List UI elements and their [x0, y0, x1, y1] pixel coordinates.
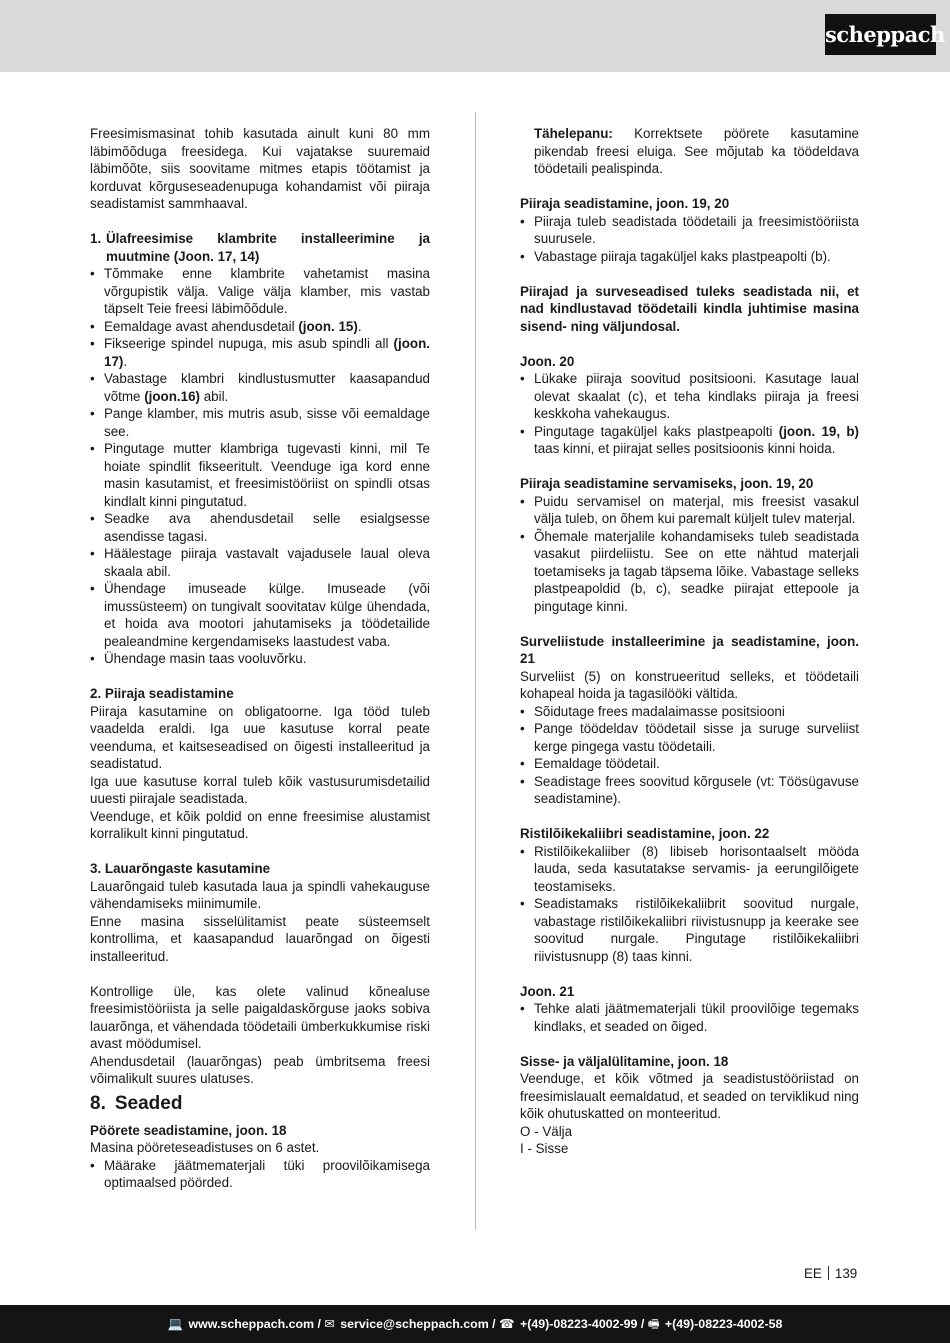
list-item: • Seadistage frees soovitud kõrgusele (vt: Töösügavuse seadistamine). [520, 773, 859, 808]
section-1-number: 1. [90, 231, 102, 246]
switch-off-label: O - Välja [520, 1123, 573, 1139]
list-item: • Eemaldage avast ahendusdetail (joon. 15). [90, 318, 430, 336]
footer-email: service@scheppach.com / [340, 1317, 496, 1331]
language-code: EE [804, 1266, 822, 1281]
section-2-heading: 2. Piiraja seadistamine [90, 686, 234, 701]
fig21-heading: Joon. 21 [520, 983, 575, 999]
header-bar [0, 0, 950, 72]
page-number-separator [828, 1266, 829, 1280]
onoff-heading: Sisse- ja väljalülitamine, joon. 18 [520, 1053, 729, 1069]
page-number-value: 139 [834, 1266, 858, 1281]
list-item: • Määrake jäätmematerjali tüki proovilõikamisega optimaalsed pöörded. [90, 1157, 430, 1192]
list-item: • Seadistamaks ristilõikekaliibrit soovitud nurgale, vabastage ristilõikekaliibri riivistusnupp ja keerake see soovitud nurgale. Pingutage ristilõikekaliibri riivistusnupp (8) taas kinni. [520, 895, 859, 965]
list-item: • Pange klamber, mis mutris asub, sisse või eemaldage see. [90, 405, 430, 440]
list-item: • Eemaldage töödetail. [520, 755, 859, 773]
fence-note: Piirajad ja surveseadised tuleks seadistada nii, et nad kindlustavad töödetaili kindla juhtimise masina sisend- ning väljundosal. [520, 283, 859, 334]
fence-heading: Piiraja seadistamine, joon. 19, 20 [520, 196, 730, 211]
laptop-icon: 💻 [167, 1317, 184, 1331]
list-item: • Puidu servamisel on materjal, mis freesist vasakul välja tuleb, on õhem kui paremalt küljelt tulev materjal. [520, 493, 859, 528]
mitre-heading: Ristilõikekaliibri seadistamine, joon. 22 [520, 826, 770, 841]
section-1-list [90, 265, 430, 668]
fax-icon: 🖷 [647, 1317, 660, 1331]
list-item: • Pingutage tagaküljel kaks plastpeapolti (joon. 19, b) taas kinni, et piirajat selles positsioonis kinni hoida. [520, 423, 859, 458]
fig20-heading: Joon. 20 [520, 353, 575, 369]
list-item: • Ühendage imuseade külge. Imuseade (või imussüsteem) on tungivalt soovitatav külge ühendada, et hoida ava mootori jahutamiseks ja töödetailide pealeandmine kergendamiseks laastudest vaba. [90, 580, 430, 650]
chapter-number: 8. [90, 1092, 106, 1114]
list-item: • Õhemale materjalile kohandamiseks tuleb seadistada vasakut piirdeliistu. See on ette nähtud materjali toetamiseks ja tagab täpsema lõike. Vabastage selleks plastpeapoldid (b, c), seadke piirajat ettepoole ja pingutage kinni. [520, 528, 859, 616]
list-item: • Piiraja tuleb seadistada töödetaili ja freesimistööriista suurusele. [520, 213, 859, 248]
rpm-list [90, 1157, 430, 1192]
pressure-list [520, 703, 859, 808]
list-item: • Vabastage piiraja tagaküljel kaks plastpeapolti (b). [520, 248, 859, 266]
phone-icon: ☎ [499, 1317, 515, 1331]
fig20-list [520, 370, 859, 458]
footer-fax: +(49)-08223-4002-58 [664, 1317, 783, 1331]
paragraph: Ahendusdetail (lauarõngas) peab ümbritsema freesi võimalikult suures ulatuses. [90, 1053, 430, 1086]
list-item: • Fikseerige spindel nupuga, mis asub spindli all (joon. 17). [90, 335, 430, 370]
chapter-title: Seaded [114, 1092, 183, 1114]
intro-paragraph: Freesimismasinat tohib kasutada ainult kuni 80 mm läbimõõduga freesidega. Kui vajatakse suuremaid läbimõõte, siis soovitame mitmes etapis töötamist ja korduvat kõrguseseadenupuga kohandamist või piiraja seadistamist sammhaaval. [90, 126, 430, 211]
list-item: • Häälestage piiraja vastavalt vajadusele laual oleva skaala abil. [90, 545, 430, 580]
page-number [804, 1265, 857, 1282]
fig21-list [520, 1000, 859, 1035]
list-item: • Ristilõikekaliiber (8) libiseb horisontaalselt mööda lauda, seda kasutatakse servamis- ja eerungilõigete teostamiseks. [520, 843, 859, 896]
list-item: • Lükake piiraja soovitud positsiooni. Kasutage laual olevat skaalat (c), et teha kindlaks piiraja ja freesi keskkoha vahekaugus. [520, 370, 859, 423]
section-3-heading: 3. Lauarõngaste kasutamine [90, 861, 271, 876]
paragraph: Surveliist (5) on konstrueeritud selleks, et töödetaili kohapeal hoida ja tagasilööki vältida. [520, 668, 859, 701]
list-item: • Ühendage masin taas vooluvõrku. [90, 650, 430, 668]
list-item: • Sõidutage frees madalaimasse positsiooni [520, 703, 859, 721]
paragraph: Piiraja kasutamine on obligatoorne. Iga tööd tuleb vaadelda eraldi. Iga uue kasutuse korral peate veenduma, et kaitseseadised on õigesti installeeritud ja seadistatud. [90, 703, 430, 771]
list-item: • Tõmmake enne klambrite vahetamist masina võrgupistik välja. Valige välja klamber, mis vastab täpselt Teie freesi läbimõõdule. [90, 265, 430, 318]
column-divider [475, 112, 476, 1230]
section-1-title: Ülafreesimise klambrite installeerimine ja muutmine (Joon. 17, 14) [106, 231, 430, 264]
list-item: • Tehke alati jäätmematerjali tükil proovilõige tegemaks kindlaks, et seaded on õiged. [520, 1000, 859, 1035]
right-column [520, 125, 859, 1158]
list-item: • Pingutage mutter klambriga tugevasti kinni, mil Te hoiate spindlit fikseeritult. Veenduge iga kord enne masin kasutamist, et freesimistööriist on spindli otsas kindlalt kinni pingutatud. [90, 440, 430, 510]
email-icon: ✉ [324, 1317, 335, 1331]
list-item: • Pange töödeldav töödetail sisse ja suruge surveliist kerge pingega vastu töödetaili. [520, 720, 859, 755]
footer-bar [0, 1305, 950, 1343]
fence-list [520, 213, 859, 266]
paragraph: Iga uue kasutuse korral tuleb kõik vastusurumisdetailid uuesti piirajale seadistada. [90, 773, 430, 806]
rpm-heading: Pöörete seadistamine, joon. 18 [90, 1122, 287, 1138]
edge-heading: Piiraja seadistamine servamiseks, joon. 19, 20 [520, 476, 814, 491]
pressure-heading: Surveliistude installeerimine ja seadistamine, joon. 21 [520, 633, 859, 666]
list-item: • Seadke ava ahendusdetail selle esialgsesse asendisse tagasi. [90, 510, 430, 545]
switch-on-label: I - Sisse [520, 1141, 569, 1156]
attention-note: Tähelepanu: Korrektsete pöörete kasutamine pikendab freesi eluiga. See mõjutab ka töödeldava töödetaili pealispinda. [534, 126, 859, 176]
paragraph: Veenduge, et kõik võtmed ja seadistustööriistad on freesimislaualt eemaldatud, et seaded on terviklikud ning kõik ohutuskatted on monteeritud. [520, 1071, 859, 1121]
section-1-heading [90, 230, 430, 265]
paragraph: Masina pööreteseadistuses on 6 astet. [90, 1140, 320, 1155]
brand-logo: scheppach [825, 14, 936, 55]
edge-list [520, 493, 859, 616]
footer-website: www.scheppach.com / [188, 1317, 321, 1331]
paragraph: Lauarõngaid tuleb kasutada laua ja spindli vahekauguse vähendamiseks miinimumile. [90, 878, 430, 911]
mitre-list [520, 843, 859, 966]
paragraph: Kontrollige üle, kas olete valinud kõnealuse freesimistööriista ja selle paigaldaskõrguse jaoks sobiva lauarõnga, et vähendada töödetaili ümberkukkumise riski avast möödumisel. [90, 983, 430, 1051]
chapter-8-heading [90, 1092, 430, 1116]
footer-phone: +(49)-08223-4002-99 / [519, 1317, 645, 1331]
paragraph: Enne masina sisselülitamist peate süsteemselt kontrollima, et kaasapandud lauarõngad on õigesti installeeritud. [90, 913, 430, 964]
paragraph: Veenduge, et kõik poldid on enne freesimise alustamist korralikult kinni pingutatud. [90, 808, 430, 841]
list-item: • Vabastage klambri kindlustusmutter kaasapandud võtme (joon.16) abil. [90, 370, 430, 405]
left-column [90, 125, 430, 1192]
